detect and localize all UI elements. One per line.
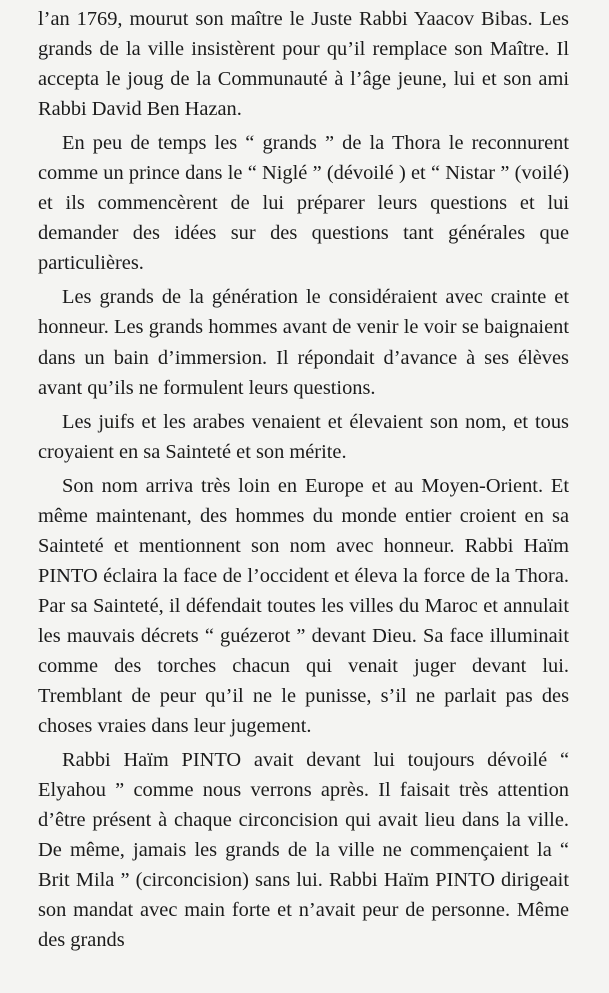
- paragraph-3: Les grands de la génération le considéraient avec crainte et honneur. Les grands hommes avant de venir le voir se baignaient dans un bain d’immersion. Il répondait d’avance à ses élèves avant qu’ils ne formulent leurs questions.: [38, 286, 569, 399]
- paragraph-1: l’an 1769, mourut son maître le Juste Rabbi Yaacov Bibas. Les grands de la ville insistèrent pour qu’il remplace son Maître. Il accepta le joug de la Communauté à l’âge jeune, lui et son ami Rabbi David Ben Hazan.: [38, 8, 569, 121]
- paragraph-5: Son nom arriva très loin en Europe et au Moyen-Orient. Et même maintenant, des hommes du monde entier croient en sa Sainteté et mentionnent son nom avec honneur. Rabbi Haïm PINTO éclaira la face de l’occident et éleva la force de la Thora. Par sa Sainteté, il défendait toutes les villes du Maroc et annulait les mauvais décrets “ guézerot ” devant Dieu. Sa face illuminait comme des torches chacun qui venait juger devant lui. Tremblant de peur qu’il ne le punisse, s’il ne parlait pas des choses vraies dans leur jugement.: [38, 474, 569, 738]
- paragraph-4: Les juifs et les arabes venaient et élevaient son nom, et tous croyaient en sa Sainteté et son mérite.: [38, 410, 569, 463]
- paragraph-2: En peu de temps les “ grands ” de la Thora le reconnurent comme un prince dans le “ Niglé ” (dévoilé ) et “ Nistar ” (voilé) et ils commencèrent de lui préparer leurs questions et lui demander des idées sur des questions tant générales que particulières.: [38, 132, 569, 275]
- paragraph-6: Rabbi Haïm PINTO avait devant lui toujours dévoilé “ Elyahou ” comme nous verrons après. Il faisait très attention d’être présent à chaque circoncision qui avait lieu dans la ville. De même, jamais les grands de la ville ne commençaient la “ Brit Mila ” (circoncision) sans lui. Rabbi Haïm PINTO dirigeait son mandat avec main forte et n’avait peur de personne. Même des grands: [38, 749, 569, 952]
